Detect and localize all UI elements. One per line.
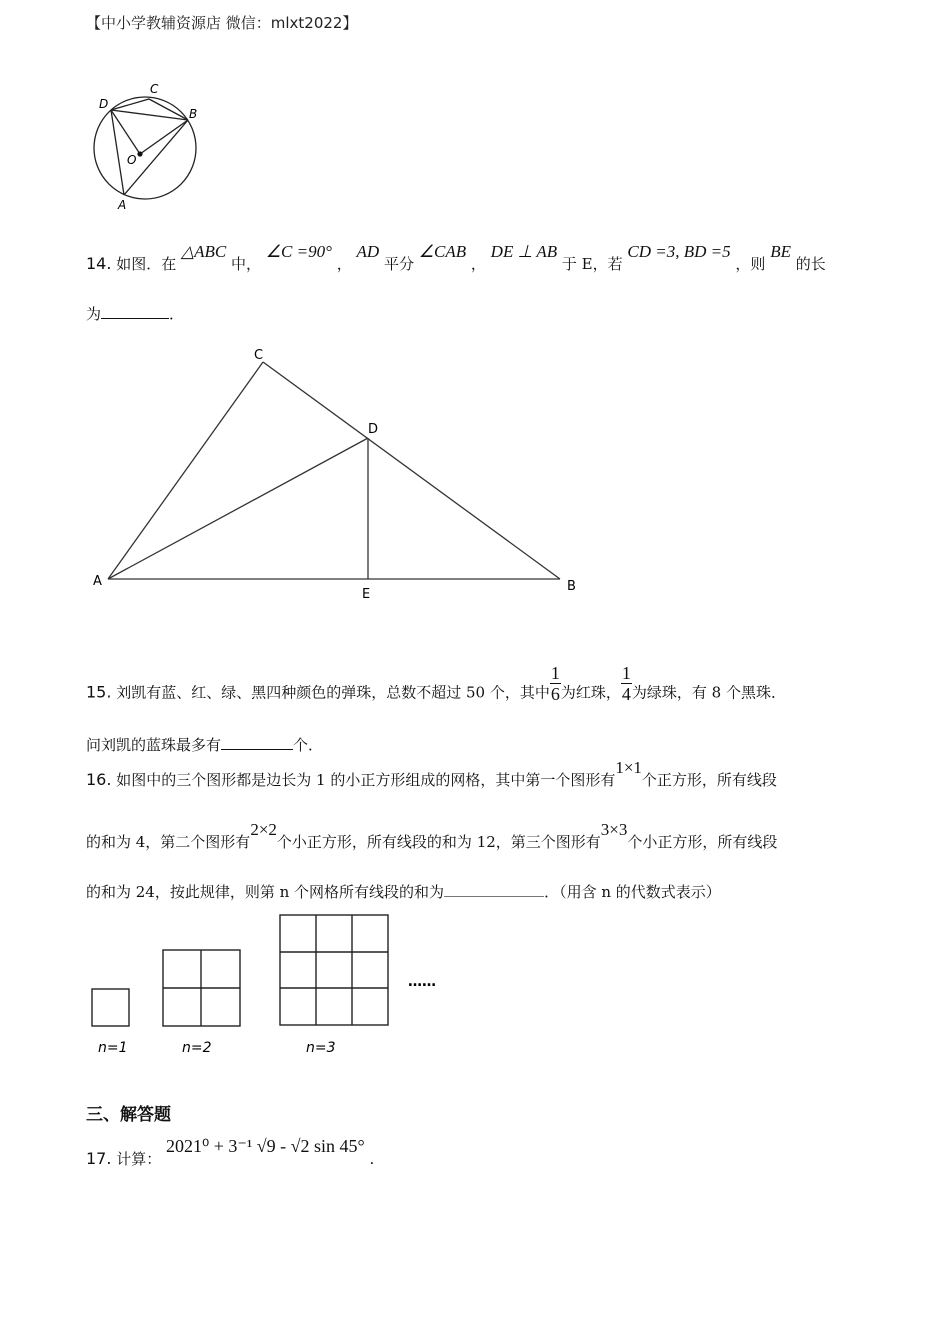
q16-line1 — [86, 758, 777, 790]
label-n3: n=3 — [306, 1040, 336, 1056]
q15-line1 — [86, 663, 786, 714]
q15-number: 15. — [86, 682, 112, 702]
label-O: O — [127, 153, 137, 167]
q16-text: 如图中的三个图形都是边长为 1 的小正方形组成的网格，其中第一个图形有 — [116, 771, 616, 789]
q16-text: 的和为 4，第二个图形有 — [86, 833, 251, 851]
circle-figure — [88, 78, 208, 213]
q15-text: 刘凯有蓝、红、绿、黑四种颜色的弹珠，总数不超过 50 个，其中 — [116, 683, 550, 702]
page-header: 【中小学教辅资源店 微信：mlxt2022】 — [86, 14, 358, 32]
q14-math-lengths: CD =3, BD =5 — [627, 242, 731, 261]
q16-text: 的和为 24，按此规律，则第 n 个网格所有线段的和为 — [86, 883, 445, 901]
section-title: 三、解答题 — [86, 1105, 171, 1125]
q14-math-be: BE — [770, 242, 791, 261]
label-A: A — [118, 198, 127, 212]
center-point — [137, 151, 142, 156]
grid-n1 — [92, 989, 129, 1026]
q17-line — [86, 1136, 375, 1169]
q14-math-perp: DE ⊥ AB — [490, 242, 558, 261]
label-B: B — [567, 579, 576, 594]
q14-text: 于 E，若 — [561, 255, 623, 273]
side-ac — [108, 362, 263, 579]
q14-text: 平分 — [383, 255, 414, 273]
chord-da — [111, 110, 124, 195]
q15-text: 个． — [293, 736, 324, 754]
q14-line2 — [86, 304, 184, 324]
q14-text: 的长 — [795, 255, 826, 273]
q16-text: 个小正方形，所有线段 — [627, 833, 778, 851]
q15-text: 问刘凯的蓝珠最多有 — [86, 736, 222, 754]
label-n1: n=1 — [98, 1040, 128, 1056]
label-D: D — [99, 97, 109, 111]
q17-expression: 2021⁰ + 3⁻¹ √9 - √2 sin 45° — [166, 1136, 365, 1156]
q15-text: 为绿珠，有 8 个黑珠． — [631, 683, 786, 702]
q16-math-2x2: 2×2 — [250, 820, 277, 839]
label-C: C — [254, 348, 264, 363]
q16-math-1x1: 1×1 — [615, 758, 642, 777]
q14-answer-blank[interactable] — [101, 304, 169, 319]
q16-text: ．（用含 n 的代数式表示） — [544, 883, 721, 901]
label-E: E — [362, 587, 371, 602]
q14-math-ad: AD — [356, 242, 380, 261]
q16-line3 — [86, 882, 721, 902]
q14-text: ，则 — [735, 255, 766, 273]
continuation-dots: …… — [408, 974, 436, 990]
label-A: A — [93, 574, 102, 589]
q14-text: ． — [169, 305, 185, 323]
q14-text: ， — [336, 255, 352, 273]
q15-line2 — [86, 735, 323, 755]
q14-math-triangle: △ABC — [181, 242, 227, 261]
circle-outline — [94, 97, 196, 199]
q16-math-3x3: 3×3 — [600, 820, 628, 839]
q17-text: . — [369, 1150, 375, 1168]
q14-text: 中， — [231, 255, 262, 273]
q17-number: 17. — [86, 1149, 112, 1168]
q14-line1 — [86, 242, 826, 274]
q14-math-angle-c: ∠C =90° — [265, 242, 332, 261]
label-C: C — [150, 82, 159, 96]
label-D: D — [368, 422, 379, 437]
q14-text: 如图．在 — [116, 255, 177, 273]
segment-do — [111, 110, 140, 154]
q15-fraction-green: $\frac{1}{4}$ — [621, 663, 631, 704]
q14-text: ， — [470, 255, 486, 273]
q15-fraction-red: $\frac{1}{6}$ — [550, 663, 560, 704]
grid-figure — [88, 912, 458, 1062]
q16-answer-blank[interactable] — [444, 882, 544, 897]
triangle-figure — [88, 345, 588, 605]
q16-text: 个小正方形，所有线段的和为 12，第三个图形有 — [276, 833, 601, 851]
q16-number: 16. — [86, 770, 112, 789]
label-B: B — [189, 107, 198, 121]
q17-text: 计算： — [116, 1150, 162, 1168]
q14-text: 为 — [86, 305, 102, 323]
q16-line2 — [86, 820, 778, 852]
q14-number: 14. — [86, 254, 112, 273]
grid-n2 — [163, 950, 240, 1026]
segment-ad — [108, 438, 368, 579]
q14-math-angle-cab: ∠CAB — [418, 242, 467, 261]
grid-n3 — [280, 915, 388, 1025]
label-n2: n=2 — [182, 1040, 212, 1056]
q15-text: 为红珠， — [560, 683, 621, 702]
q15-answer-blank[interactable] — [221, 735, 293, 750]
q16-text: 个正方形，所有线段 — [641, 771, 777, 789]
